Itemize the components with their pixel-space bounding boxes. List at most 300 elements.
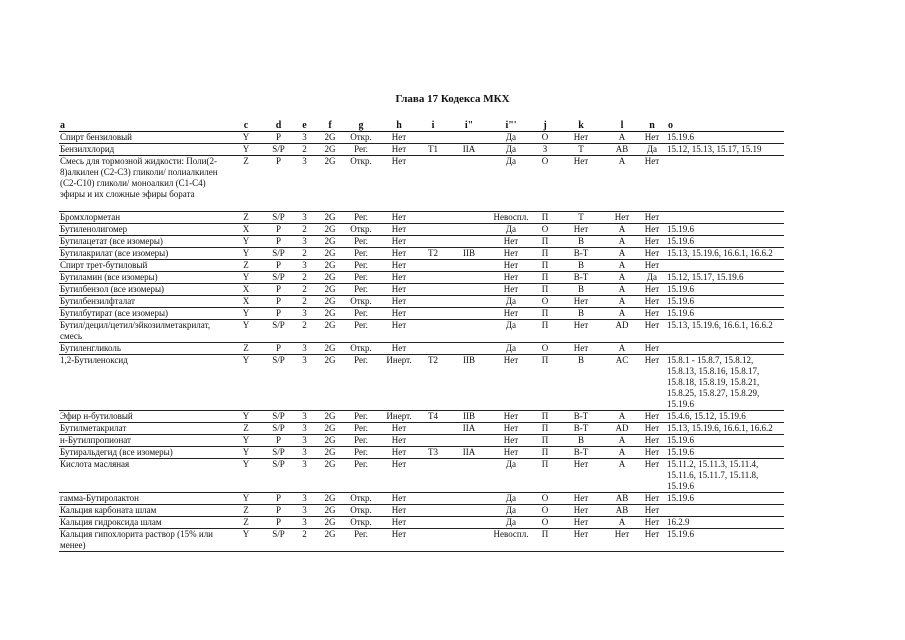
cell-l: А [603,447,641,459]
cell-d: S/P [265,355,292,411]
column-header: l [603,115,641,132]
cell-c: Y [227,320,265,343]
cell-k: Нет [559,343,603,355]
cell-h: Нет [379,320,419,343]
product-name: Бутилметакрилат [59,423,227,435]
cell-n: Нет [641,132,663,144]
cell-j: П [531,248,559,260]
cell-l: АВ [603,493,641,505]
cell-i [419,435,447,447]
cell-l: А [603,308,641,320]
cell-i3: Да [491,156,531,212]
cell-o: 15.13, 15.19.6, 16.6.1, 16.6.2 [663,423,784,435]
cell-o: 15.19.6 [663,529,784,552]
cell-k: В-Т [559,411,603,423]
cell-h: Нет [379,272,419,284]
cell-j: О [531,505,559,517]
cell-f: 2G [317,447,343,459]
cell-e: 2 [292,272,317,284]
product-name: Бутилбензилфталат [59,296,227,308]
cell-e: 3 [292,308,317,320]
table-row [59,248,784,260]
header-row [59,115,784,132]
cell-c: Z [227,156,265,212]
table-row [59,296,784,308]
cell-k: В-Т [559,423,603,435]
cell-e: 3 [292,212,317,224]
product-name: Бутилбутират (все изомеры) [59,308,227,320]
table-row [59,308,784,320]
cell-n: Нет [641,529,663,552]
cell-g: Рег. [343,308,379,320]
cell-i3: Да [491,132,531,144]
cell-h: Нет [379,517,419,529]
cell-g: Рег. [343,284,379,296]
cell-i2 [447,156,491,212]
cell-i [419,423,447,435]
cell-i3: Да [491,296,531,308]
cell-i [419,296,447,308]
cell-j: П [531,411,559,423]
cell-k: Нет [559,459,603,493]
table-row [59,320,784,343]
cell-e: 2 [292,529,317,552]
cell-i [419,529,447,552]
cell-o [663,212,784,224]
cell-n: Нет [641,248,663,260]
cell-k: В-Т [559,447,603,459]
cell-i3: Да [491,505,531,517]
cell-i2 [447,505,491,517]
cell-d: P [265,517,292,529]
cell-j: П [531,236,559,248]
product-name: Бутилакрилат (все изомеры) [59,248,227,260]
cell-i2 [447,459,491,493]
cell-h: Нет [379,132,419,144]
cell-h: Нет [379,296,419,308]
cell-i [419,284,447,296]
cell-h: Нет [379,224,419,236]
product-name: Спирт бензиловый [59,132,227,144]
cell-j: П [531,308,559,320]
cell-c: Y [227,308,265,320]
cell-j: О [531,224,559,236]
cell-d: S/P [265,320,292,343]
cell-k: Т [559,212,603,224]
cell-k: В [559,284,603,296]
cell-k: Нет [559,156,603,212]
cell-i3: Нет [491,447,531,459]
cell-c: Y [227,411,265,423]
cell-n: Нет [641,447,663,459]
product-name: Бутилбензол (все изомеры) [59,284,227,296]
page-title: Глава 17 Кодекса МКХ [395,93,510,105]
cell-g: Рег. [343,459,379,493]
cell-n: Нет [641,284,663,296]
table-row [59,529,784,552]
cell-l: А [603,517,641,529]
cell-d: P [265,308,292,320]
table-row [59,132,784,144]
cell-h: Нет [379,284,419,296]
ibc-chapter17-table [59,115,784,552]
cell-o: 15.4.6, 15.12, 15.19.6 [663,411,784,423]
cell-i3: Да [491,459,531,493]
cell-c: Y [227,435,265,447]
cell-i3: Нет [491,435,531,447]
cell-l: А [603,236,641,248]
product-name: Эфир н-бутиловый [59,411,227,423]
cell-k: Нет [559,505,603,517]
cell-h: Нет [379,447,419,459]
column-header: h [379,115,419,132]
cell-d: P [265,493,292,505]
cell-g: Рег. [343,355,379,411]
cell-e: 2 [292,248,317,260]
cell-c: Z [227,423,265,435]
cell-j: П [531,320,559,343]
cell-h: Нет [379,308,419,320]
cell-f: 2G [317,320,343,343]
cell-n: Нет [641,505,663,517]
cell-g: Откр. [343,343,379,355]
cell-i2: IIB [447,248,491,260]
cell-j: П [531,260,559,272]
cell-i [419,156,447,212]
table-row [59,260,784,272]
cell-i3: Нет [491,260,531,272]
cell-i2: IIA [447,447,491,459]
cell-c: Y [227,529,265,552]
column-header: f [317,115,343,132]
cell-l: АВ [603,144,641,156]
cell-i [419,212,447,224]
cell-e: 2 [292,296,317,308]
cell-e: 3 [292,343,317,355]
cell-f: 2G [317,423,343,435]
cell-i3: Нет [491,411,531,423]
product-name: гамма-Бутиролактон [59,493,227,505]
cell-i3: Невоспл. [491,212,531,224]
cell-i3: Да [491,517,531,529]
cell-i: T3 [419,447,447,459]
cell-d: S/P [265,459,292,493]
column-header: k [559,115,603,132]
cell-i3: Нет [491,284,531,296]
cell-k: Нет [559,224,603,236]
cell-j: П [531,529,559,552]
cell-d: S/P [265,212,292,224]
cell-n: Нет [641,320,663,343]
cell-h: Инерт. [379,411,419,423]
cell-o: 15.13, 15.19.6, 16.6.1, 16.6.2 [663,248,784,260]
cell-f: 2G [317,212,343,224]
cell-i3: Невоспл. [491,529,531,552]
cell-n: Нет [641,224,663,236]
product-name: Спирт трет-бутиловый [59,260,227,272]
table-row [59,212,784,224]
cell-i2 [447,343,491,355]
cell-j: П [531,284,559,296]
cell-c: Y [227,272,265,284]
cell-f: 2G [317,529,343,552]
cell-c: Z [227,343,265,355]
cell-f: 2G [317,236,343,248]
cell-i2 [447,320,491,343]
table-row [59,144,784,156]
cell-d: P [265,156,292,212]
cell-d: S/P [265,144,292,156]
cell-f: 2G [317,224,343,236]
cell-i2 [447,272,491,284]
cell-i3: Нет [491,423,531,435]
cell-i [419,260,447,272]
cell-d: S/P [265,248,292,260]
cell-j: О [531,517,559,529]
cell-f: 2G [317,260,343,272]
cell-c: Y [227,447,265,459]
cell-l: А [603,156,641,212]
cell-e: 3 [292,517,317,529]
cell-g: Откр. [343,493,379,505]
cell-c: Y [227,355,265,411]
cell-i [419,459,447,493]
table-row [59,505,784,517]
cell-j: О [531,343,559,355]
cell-l: А [603,284,641,296]
cell-i [419,308,447,320]
cell-d: P [265,284,292,296]
cell-i3: Нет [491,308,531,320]
cell-o: 15.12, 15.17, 15.19.6 [663,272,784,284]
product-name: Бутил/децил/цетил/эйкозилметакрилат, смесь [59,320,227,343]
cell-d: S/P [265,272,292,284]
cell-n: Да [641,272,663,284]
column-header: a [59,115,227,132]
cell-l: А [603,260,641,272]
table-row [59,423,784,435]
cell-n: Нет [641,343,663,355]
cell-i3: Нет [491,248,531,260]
cell-o: 15.19.6 [663,493,784,505]
cell-o: 15.19.6 [663,132,784,144]
cell-k: Нет [559,517,603,529]
product-name: н-Бутилпропионат [59,435,227,447]
cell-o [663,343,784,355]
table-row [59,236,784,248]
cell-g: Откр. [343,156,379,212]
product-name: Бутиламин (все изомеры) [59,272,227,284]
product-name: Бутиленолигомер [59,224,227,236]
cell-h: Нет [379,459,419,493]
cell-c: Z [227,505,265,517]
cell-o: 15.13, 15.19.6, 16.6.1, 16.6.2 [663,320,784,343]
cell-o: 15.19.6 [663,224,784,236]
cell-g: Рег. [343,248,379,260]
cell-i [419,343,447,355]
cell-d: P [265,132,292,144]
cell-i2 [447,132,491,144]
cell-i2: IIB [447,411,491,423]
cell-i3: Да [491,343,531,355]
cell-h: Нет [379,144,419,156]
cell-c: Y [227,493,265,505]
cell-k: Нет [559,320,603,343]
cell-d: S/P [265,423,292,435]
cell-f: 2G [317,296,343,308]
cell-c: X [227,224,265,236]
cell-o: 16.2.9 [663,517,784,529]
cell-i2: IIA [447,423,491,435]
cell-n: Да [641,144,663,156]
cell-g: Рег. [343,529,379,552]
cell-i: T2 [419,248,447,260]
cell-n: Нет [641,236,663,248]
cell-e: 2 [292,224,317,236]
cell-n: Нет [641,517,663,529]
cell-g: Рег. [343,435,379,447]
table-row [59,517,784,529]
cell-g: Откр. [343,296,379,308]
cell-j: П [531,435,559,447]
cell-e: 3 [292,447,317,459]
cell-j: О [531,296,559,308]
cell-c: Z [227,212,265,224]
cell-l: AD [603,423,641,435]
cell-l: АВ [603,505,641,517]
cell-f: 2G [317,343,343,355]
cell-f: 2G [317,308,343,320]
cell-g: Откр. [343,505,379,517]
cell-o: 15.19.6 [663,447,784,459]
cell-o [663,505,784,517]
cell-i3: Нет [491,272,531,284]
cell-n: Нет [641,260,663,272]
cell-d: S/P [265,411,292,423]
cell-f: 2G [317,355,343,411]
table-row [59,411,784,423]
cell-i: T2 [419,355,447,411]
cell-i2: IIB [447,355,491,411]
cell-i3: Да [491,144,531,156]
cell-e: 3 [292,355,317,411]
cell-h: Нет [379,505,419,517]
cell-d: P [265,224,292,236]
cell-k: Нет [559,493,603,505]
cell-k: В-Т [559,248,603,260]
cell-f: 2G [317,248,343,260]
cell-i3: Нет [491,236,531,248]
column-header: o [663,115,784,132]
cell-h: Инерт. [379,355,419,411]
cell-c: Z [227,517,265,529]
cell-c: Y [227,459,265,493]
cell-g: Откр. [343,517,379,529]
cell-e: 3 [292,435,317,447]
cell-g: Откр. [343,224,379,236]
cell-i2 [447,517,491,529]
cell-o [663,156,784,212]
cell-i [419,132,447,144]
product-name: Смесь для тормозной жидкости: Поли(2-8)алкилен (С2-С3) гликоли/ полиалкилен (С2-С10) гликоли/ моноалкил (С1-С4) эфиры и их сложные эфиры бората [59,156,227,212]
cell-l: А [603,224,641,236]
cell-g: Рег. [343,320,379,343]
cell-i [419,224,447,236]
cell-i2 [447,284,491,296]
column-header: e [292,115,317,132]
cell-k: В-Т [559,272,603,284]
cell-g: Рег. [343,411,379,423]
cell-e: 2 [292,320,317,343]
cell-e: 3 [292,505,317,517]
cell-o: 15.19.6 [663,435,784,447]
product-name: Бензилхлорид [59,144,227,156]
cell-e: 3 [292,459,317,493]
table-row [59,447,784,459]
cell-i: T1 [419,144,447,156]
cell-i2 [447,296,491,308]
cell-e: 2 [292,284,317,296]
cell-c: Y [227,144,265,156]
cell-e: 3 [292,493,317,505]
cell-j: П [531,447,559,459]
table-row [59,493,784,505]
cell-j: П [531,423,559,435]
cell-e: 3 [292,132,317,144]
cell-g: Рег. [343,447,379,459]
cell-h: Нет [379,493,419,505]
cell-i [419,272,447,284]
cell-c: X [227,284,265,296]
cell-f: 2G [317,435,343,447]
cell-j: О [531,156,559,212]
cell-f: 2G [317,156,343,212]
cell-l: Нет [603,212,641,224]
table-row [59,343,784,355]
product-name: Кальция гипохлорита раствор (15% или менее) [59,529,227,552]
cell-e: 3 [292,411,317,423]
cell-f: 2G [317,284,343,296]
cell-f: 2G [317,505,343,517]
cell-d: P [265,236,292,248]
cell-o: 15.19.6 [663,236,784,248]
cell-k: Нет [559,296,603,308]
product-name: Бромхлорметан [59,212,227,224]
cell-h: Нет [379,260,419,272]
cell-l: А [603,435,641,447]
cell-i2 [447,493,491,505]
cell-j: П [531,272,559,284]
cell-e: 3 [292,260,317,272]
cell-i2 [447,236,491,248]
cell-h: Нет [379,212,419,224]
cell-c: Y [227,132,265,144]
cell-o: 15.19.6 [663,284,784,296]
cell-o: 15.19.6 [663,296,784,308]
cell-l: А [603,296,641,308]
cell-i [419,236,447,248]
column-header: n [641,115,663,132]
cell-n: Нет [641,212,663,224]
cell-i2 [447,308,491,320]
cell-g: Рег. [343,423,379,435]
cell-g: Откр. [343,132,379,144]
cell-h: Нет [379,529,419,552]
cell-i3: Да [491,224,531,236]
cell-e: 3 [292,236,317,248]
cell-i3: Да [491,493,531,505]
cell-j: З [531,144,559,156]
